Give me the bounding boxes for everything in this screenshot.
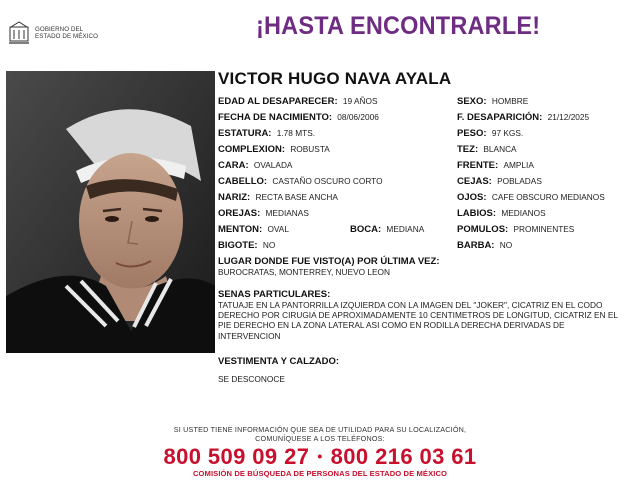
phone-number-2[interactable]: 800 216 03 61 — [330, 444, 477, 469]
field-tez-label: TEZ: — [457, 144, 479, 155]
field-boca-value: MEDIANA — [386, 224, 425, 234]
field-labios-label: LABIOS: — [457, 208, 497, 219]
contact-line-1: SI USTED TIENE INFORMACIÓN QUE SEA DE UTILIDAD PARA SU LOCALIZACIÓN, — [173, 425, 467, 434]
field-fdes-value: 21/12/2025 — [547, 112, 590, 122]
field-nariz — [218, 192, 338, 203]
field-menton — [218, 224, 289, 235]
field-cara — [218, 160, 292, 171]
field-pomulos-label: POMULOS: — [457, 224, 509, 235]
field-barba — [457, 240, 512, 251]
commission-name: COMISIÓN DE BÚSQUEDA DE PERSONAS DEL ESTADO DE MÉXICO — [192, 469, 448, 478]
field-fdes — [457, 112, 589, 123]
field-frente-label: FRENTE: — [457, 160, 499, 171]
field-orejas-label: OREJAS: — [218, 208, 261, 219]
field-labios-value: MEDIANOS — [501, 208, 546, 218]
field-ojos-value: CAFE OBSCURO MEDIANOS — [491, 192, 605, 202]
field-cara-value: OVALADA — [253, 160, 293, 170]
field-bigote-value: NO — [262, 240, 276, 250]
field-peso — [457, 128, 523, 139]
field-cejas — [457, 176, 542, 187]
field-cabello — [218, 176, 383, 187]
field-tez-value: BLANCA — [483, 144, 517, 154]
field-sexo-label: SEXO: — [457, 96, 487, 107]
field-fnac-label: FECHA DE NACIMIENTO: — [218, 112, 332, 123]
state-emblem-icon — [8, 21, 30, 45]
field-peso-label: PESO: — [457, 128, 487, 139]
government-logo-text — [35, 26, 98, 40]
field-estatura-label: ESTATURA: — [218, 128, 272, 139]
clothing-label: VESTIMENTA Y CALZADO: — [218, 356, 340, 367]
last-seen-label: LUGAR DONDE FUE VISTO(A) POR ÚLTIMA VEZ: — [218, 256, 440, 267]
field-ojos-label: OJOS: — [457, 192, 487, 203]
field-barba-label: BARBA: — [457, 240, 495, 251]
field-bigote-label: BIGOTE: — [218, 240, 258, 251]
field-orejas — [218, 208, 309, 219]
field-labios — [457, 208, 546, 219]
field-boca-label: BOCA: — [350, 224, 382, 235]
field-orejas-value: MEDIANAS — [265, 208, 309, 218]
field-estatura — [218, 128, 315, 139]
field-barba-value: NO — [499, 240, 513, 250]
field-pomulos-value: PROMINENTES — [513, 224, 575, 234]
last-seen-value: BUROCRATAS, MONTERREY, NUEVO LEON — [218, 267, 390, 277]
field-boca — [350, 224, 424, 235]
field-tez — [457, 144, 517, 155]
logo-line-1: GOBIERNO DEL — [35, 26, 84, 33]
logo-line-2: ESTADO DE MÉXICO — [35, 33, 99, 40]
field-complexion — [218, 144, 330, 155]
clothing-value: SE DESCONOCE — [218, 374, 285, 384]
field-complexion-value: ROBUSTA — [290, 144, 330, 154]
field-ojos — [457, 192, 605, 203]
field-menton-label: MENTON: — [218, 224, 263, 235]
field-sexo — [457, 96, 528, 107]
field-nariz-value: RECTA BASE ANCHA — [255, 192, 338, 202]
field-edad — [218, 96, 378, 107]
phone-numbers — [0, 444, 640, 470]
field-complexion-label: COMPLEXION: — [218, 144, 286, 155]
government-logo — [8, 20, 128, 46]
field-sexo-value: HOMBRE — [491, 96, 529, 106]
contact-line-2: COMUNÍQUESE A LOS TELÉFONOS: — [255, 433, 385, 443]
field-cejas-value: POBLADAS — [497, 176, 542, 186]
field-frente — [457, 160, 534, 171]
field-nariz-label: NARIZ: — [218, 192, 251, 203]
field-edad-label: EDAD AL DESAPARECER: — [218, 96, 338, 107]
field-cabello-label: CABELLO: — [218, 176, 268, 187]
field-fnac-value: 08/06/2006 — [337, 112, 379, 122]
field-estatura-value: 1.78 MTS. — [276, 128, 316, 138]
field-cabello-value: CASTAÑO OSCURO CORTO — [272, 176, 383, 186]
headline: ¡HASTA ENCONTRARLE! — [256, 12, 541, 40]
person-name: VICTOR HUGO NAVA AYALA — [218, 69, 452, 88]
field-edad-value: 19 AÑOS — [342, 96, 378, 106]
field-fnac — [218, 112, 379, 123]
field-cejas-label: CEJAS: — [457, 176, 492, 187]
phone-separator: • — [317, 448, 323, 464]
field-menton-value: OVAL — [267, 224, 289, 234]
contact-instructions — [0, 426, 640, 443]
field-fdes-label: F. DESAPARICIÓN: — [457, 112, 543, 123]
field-pomulos — [457, 224, 574, 235]
field-peso-value: 97 KGS. — [491, 128, 524, 138]
field-frente-value: AMPLIA — [503, 160, 534, 170]
field-cara-label: CARA: — [218, 160, 249, 171]
person-photo — [6, 71, 215, 353]
field-bigote — [218, 240, 275, 251]
distinguishing-marks-value: TATUAJE EN LA PANTORRILLA IZQUIERDA CON LA IMAGEN DEL "JOKER", CICATRIZ EN EL CODO DERECHO POR CIRUGIA DE APROXIMADAMENTE 10 CENTIMETROS DE LONGITUD, CICATRIZ EN EL PIE DERECHO EN LA ZONA LATERAL ASI COMO EN RODILLA DERECHA DERIVADAS DE INTERVENCION — [218, 300, 618, 341]
phone-number-1[interactable]: 800 509 09 27 — [163, 444, 310, 469]
distinguishing-marks-label: SENAS PARTICULARES: — [218, 289, 331, 300]
